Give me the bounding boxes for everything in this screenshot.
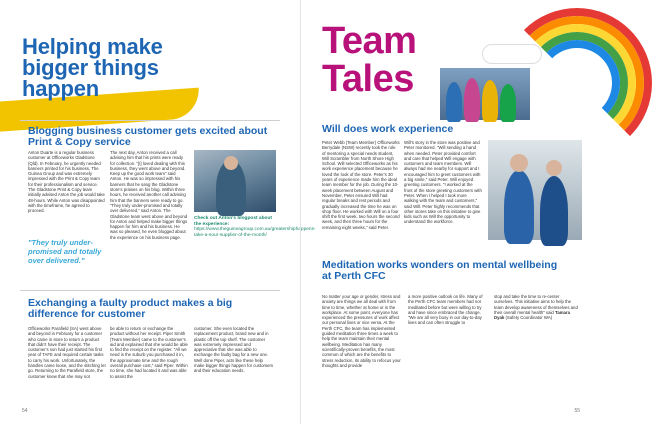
story-body-col1: Officeworks Parafield (SA) went above and beyond in February for a customer who came in store to return a product that didn't have their receipt. The customer's son had just started his first year of TAFE and required certain tasks to carry his work. Unfortunately, the handles came loose, and the stitching let go. Returning to the Parafield store, the customer knew that she may not [28,326,106,379]
story-body-col2: be able to return or exchange the product without her receipt. Piper Smith (Team Member) came to the customer's aid and explained that she would be able to find the receipt on the register. "All we need is the suburb you purchased it in, the approximate time and the rough overall purchase cost," said Piper. Within no time, she had located it and was able to assist the [110,326,188,379]
pull-quote: "They truly under-promised and totally over delivered." [28,238,102,265]
story-body-col3: stop and take the time to re-center ourselves. This initiative aims to help the team develop awareness of themselves and their overall mental health" said Tamara Dyak (Safety Coordinator WA) [494,294,578,321]
story-body-col1: Peter Webb (Team Member) Officeworks Berrydale (NSW) recently took the role of mentoring a special needs student, Will Scrambler from North Shore High School. Will selected Officeworks as his work experience placement because he loved the look of the store. Peter's 30 years of experience made him the ideal team member for the job. During the 10-week placement between August and November, Peter ensured Will had regular breaks and rest periods and gradually increased the time he was on shop floor. He worked with Will on a four shift the first week, two hours the second week, and then three hours for the remaining eight weeks," said Peter. [322,140,400,230]
story-body-col2: a more positive outlook on life. Many of the Perth CFC team members had not meditated before but were willing to try and have since embraced the change. "We are all very busy in our day-to-day lives and can often struggle to [408,294,483,326]
story-body-col2: The next day, Anton received a call advising him that his prints were ready for collection. "[I] loved dealing with this business, they went above and beyond. Keep up the good work team" said Anton. He was so impressed with his banners that he sang the Gladstone store's praises on his blog. Within three hours, he received another call advising him that the banners were ready to go. "They truly under-promised and totally over delivered," said Anton. The Gladstone team went above and beyond for Anton and helped make bigger things happen for him and his business. He was so pleased, he even blogged about the experience on his business page. [110,150,188,240]
left-page [0,0,316,424]
photo-peter-will [488,140,582,240]
page-title: Helping make bigger things happen [22,34,163,101]
divider [20,290,280,291]
page-number: 54 [22,408,28,414]
story-body-col2: Will's story in the store was positive and Peter monitored. "Will sending a hand when needed. Peter provided comfort and care that helped Will engage with customers and team members. Will always had me nearby for support and I encouraged him to greet customers with a big smile," said Peter. Will enjoyed greeting customers. "I worked at the front of the store greeting customers with Peter. When I helped I took more walking with the team and customers," said Will. Peter highly recommends that other stores take on this initiative to give kids such as Will the opportunity to understand the workforce. [404,140,482,225]
story-heading: Will does work experience [322,123,454,135]
page-number: 55 [574,408,580,414]
story-body-col1: No matter your age or gender, stress and anxiety are things we all deal with from time to time, whether at home or in the workplace. At some point, everyone has experienced the pressures of work affect our personal lives or vice versa. At the Perth CFC, the team has implemented guided meditation three times a week to help the team maintain their mental wellbeing. Meditation has many scientifically-proven benefits, the most common of which are the benefits to stress reduction, its ability to refocus your thoughts and provide [322,294,401,368]
page-title: Team Tales [322,20,417,100]
photo-anton [194,150,276,212]
story-body-col1: Anton Duarte is a regular business customer at Officeworks Gladstone (Qld). In February, he urgently needed banners printed for his business, The Guinea Group and was extremely impressed with the Print & Copy team for their professionalism and service. The Gladstone Print & Copy team initially advised Anton the job would take 48-hours. While Anton was disappointed with the timeframe, he agreed to proceed. [28,150,105,214]
divider [20,120,280,121]
story-heading: Exchanging a faulty product makes a big difference for customer [28,297,233,320]
blog-link[interactable]: https://www.theguineagroup.com.au/greatershiphappens-take-a-sour-supplier-of-the-month/ [194,227,316,238]
story-heading: Blogging business customer gets excited about Print & Copy service [28,125,268,148]
rainbow-illustration [472,0,600,70]
story-body-col3: customer. She even located the replacement product, brand new and in plastic off the top shelf. The customer was extremely impressed and appreciative that she was able to exchange the faulty bag for a new one. Well done Piper, acts like these help make bigger things happen for customers and their education needs. [194,326,274,374]
photo-caption: Check out Anton's blogpost about the experience: https://www.theguineagroup.com.au/greatershiphappens-take-a-sour-supplier-of-the-month/ [194,216,316,238]
story-heading: Meditation works wonders on mental wellbeing at Perth CFC [322,259,558,282]
group-photo [440,68,530,120]
